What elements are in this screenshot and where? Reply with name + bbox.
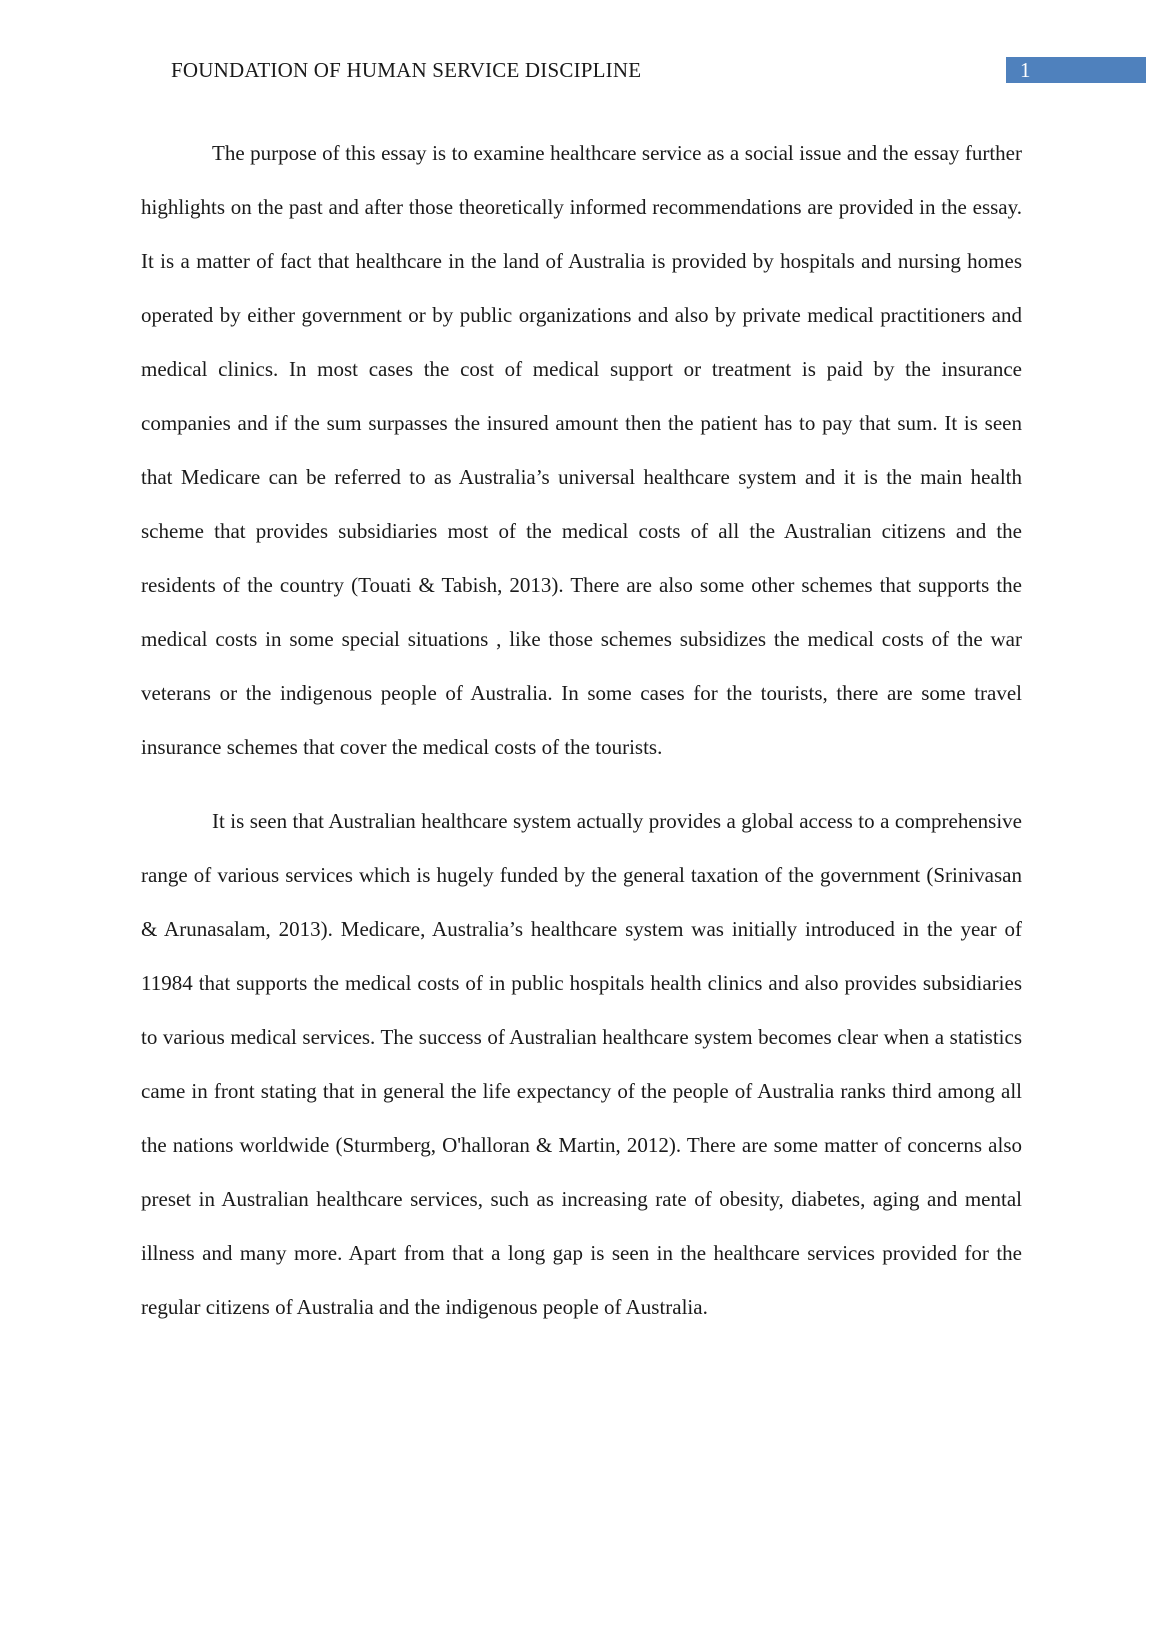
running-header-title: FOUNDATION OF HUMAN SERVICE DISCIPLINE	[171, 58, 642, 82]
paragraph-1: The purpose of this essay is to examine healthcare service as a social issue and the essay further highlights on the past and after those theoretically informed recommendations are provided in the essay. It is a matter of fact that healthcare in the land of Australia is provided by hospitals and nursing homes operated by either government or by public organizations and also by private medical practitioners and medical clinics. In most cases the cost of medical support or treatment is paid by the insurance companies and if the sum surpasses the insured amount then the patient has to pay that sum. It is seen that Medicare can be referred to as Australia’s universal healthcare system and it is the main health scheme that provides subsidiaries most of the medical costs of all the Australian citizens and the residents of the country (Touati & Tabish, 2013). There are also some other schemes that supports the medical costs in some special situations , like those schemes subsidizes the medical costs of the war veterans or the indigenous people of Australia. In some cases for the tourists, there are some travel insurance schemes that cover the medical costs of the tourists.	[141, 141, 1022, 759]
essay-body	[141, 126, 1022, 1334]
paragraph-2: It is seen that Australian healthcare system actually provides a global access to a comprehensive range of various services which is hugely funded by the general taxation of the government (Srinivasan & Arunasalam, 2013). Medicare, Australia’s healthcare system was initially introduced in the year of 11984 that supports the medical costs of in public hospitals health clinics and also provides subsidiaries to various medical services. The success of Australian healthcare system becomes clear when a statistics came in front stating that in general the life expectancy of the people of Australia ranks third among all the nations worldwide (Sturmberg, O'halloran & Martin, 2012). There are some matter of concerns also preset in Australian healthcare services, such as increasing rate of obesity, diabetes, aging and mental illness and many more. Apart from that a long gap is seen in the healthcare services provided for the regular citizens of Australia and the indigenous people of Australia.	[141, 809, 1022, 1319]
page-number-badge	[1006, 57, 1146, 83]
page-number: 1	[1020, 58, 1031, 82]
